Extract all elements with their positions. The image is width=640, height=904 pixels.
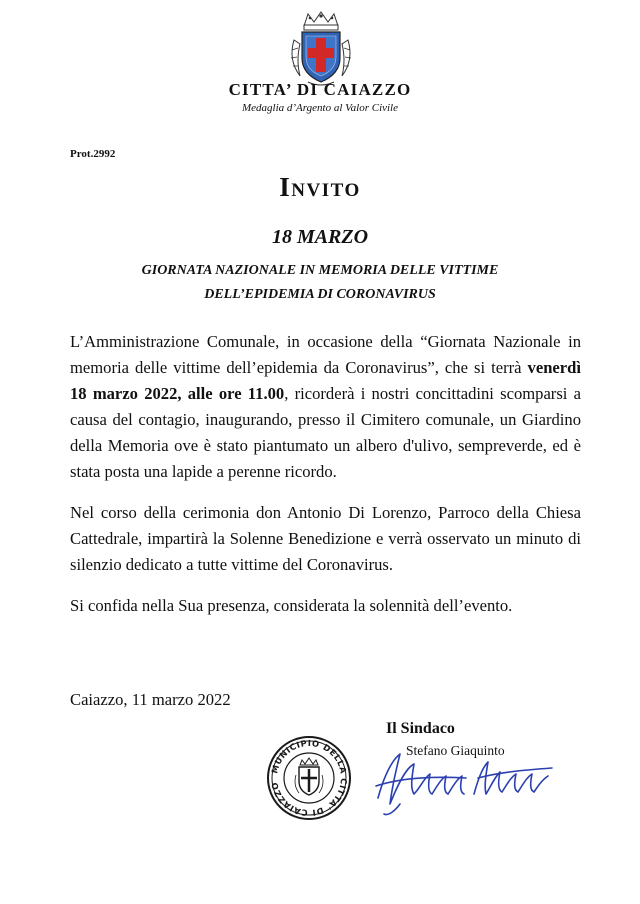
paragraph-1-end: , ricorderà i nostri concittadini scomparsi a causa del contagio, inaugurando, presso il Cimitero comunale, un Giardino della Memoria ove è stato piantumato un albero d'ulivo, sempreverde, ed è stata posta una lapide a perenne ricordo. xyxy=(70,384,581,481)
signatory-title: Il Sindaco xyxy=(386,720,455,737)
document-title: Invito xyxy=(279,172,361,202)
city-subtitle: Medaglia d’Argento al Valor Civile xyxy=(241,102,398,114)
place-and-date: Caiazzo, 11 marzo 2022 xyxy=(70,690,231,709)
paragraph-2: Nel corso della cerimonia don Antonio Di Lorenzo, Parroco della Chiesa Cattedrale, impartirà la Solenne Benedizione e verrà osservato un minuto di silenzio dedicato a tutte vittime del Coronavirus. xyxy=(70,503,581,574)
event-subtitle-line1: GIORNATA NAZIONALE IN MEMORIA DELLE VITTIME xyxy=(141,263,499,278)
signatory-name: Stefano Giaquinto xyxy=(406,743,505,758)
paragraph-1-bold-date: venerdì 18 marzo 2022, alle ore 11.00 xyxy=(70,358,581,403)
paragraph-1-start: L’Amministrazione Comunale, in occasione della “Giornata Nazionale in memoria delle vittime dell’epidemia da Coronavirus”, che si terrà xyxy=(70,332,581,377)
event-date: 18 MARZO xyxy=(271,226,369,248)
paragraph-3: Si confida nella Sua presenza, considerata la solennità dell’evento. xyxy=(70,596,513,615)
municipal-seal-stamp xyxy=(266,735,352,821)
paragraph-1 xyxy=(70,329,581,485)
body-text xyxy=(70,329,581,634)
city-name: CITTA’ DI CAIAZZO xyxy=(228,80,412,99)
event-subtitle-line2: DELL’EPIDEMIA DI CORONAVIRUS xyxy=(204,287,436,302)
handwritten-signature xyxy=(370,738,560,823)
protocol-number: Prot.2992 xyxy=(70,148,116,160)
city-crest-icon xyxy=(286,10,356,90)
seal-text: MUNICIPIO DELLA CITTA' DI CAIAZZO xyxy=(269,737,350,819)
